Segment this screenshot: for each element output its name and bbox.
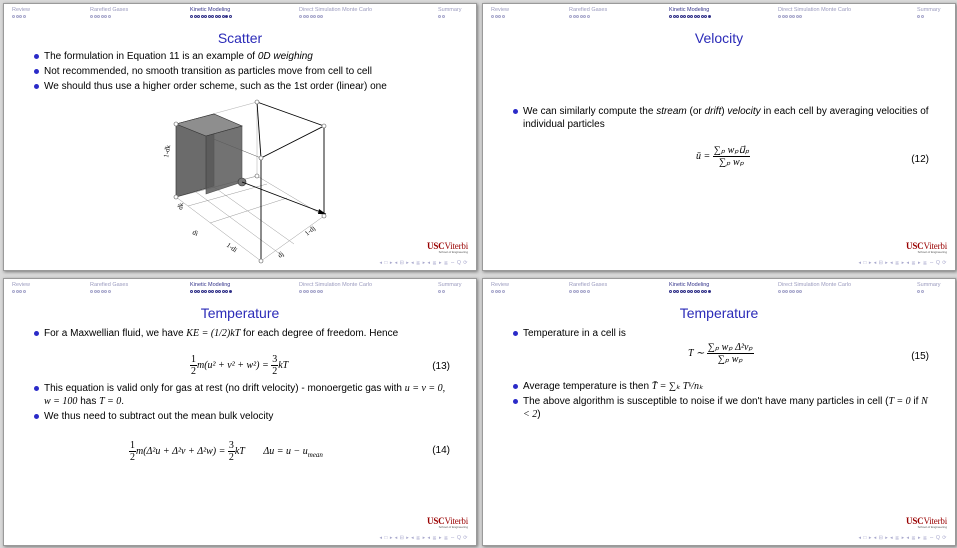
- nav-dot[interactable]: [442, 290, 445, 293]
- equation-number: (12): [911, 154, 929, 165]
- nav-dot[interactable]: [690, 290, 693, 293]
- nav-dot[interactable]: [921, 290, 924, 293]
- nav-review[interactable]: Review: [491, 7, 509, 20]
- nav-dot[interactable]: [211, 290, 214, 293]
- slide-title: Scatter: [217, 30, 263, 46]
- usc-viterbi-logo: USCViterbi School of Engineering: [906, 241, 947, 254]
- slide-velocity[interactable]: [482, 3, 956, 271]
- bullet-item: The formulation in Equation 11 is an example of 0D weighing: [44, 50, 454, 63]
- nav-dot[interactable]: [313, 15, 316, 18]
- slide-title: Temperature: [679, 305, 759, 321]
- nav-dot[interactable]: [320, 290, 323, 293]
- nav-rarefied-gases[interactable]: Rarefied Gases: [569, 7, 607, 20]
- nav-dot[interactable]: [704, 290, 707, 293]
- slide-temperature-1[interactable]: [3, 278, 477, 546]
- nav-kinetic-modeling[interactable]: Kinetic Modeling: [669, 7, 711, 20]
- nav-dot[interactable]: [708, 15, 711, 18]
- equation-number: (15): [911, 351, 929, 362]
- nav-dot[interactable]: [12, 15, 15, 18]
- nav-dot[interactable]: [197, 290, 200, 293]
- nav-dot[interactable]: [12, 290, 15, 293]
- bullet-item: We thus need to subtract out the mean bulk velocity: [44, 410, 454, 423]
- usc-viterbi-logo: USCViterbi School of Engineering: [427, 516, 468, 529]
- nav-bar: [4, 279, 476, 299]
- nav-dsmc[interactable]: Direct Simulation Monte Carlo: [299, 282, 372, 295]
- nav-dot[interactable]: [697, 290, 700, 293]
- nav-dot[interactable]: [438, 15, 441, 18]
- nav-dot[interactable]: [299, 290, 302, 293]
- nav-dot[interactable]: [108, 15, 111, 18]
- nav-dot[interactable]: [676, 15, 679, 18]
- label-1-dk: 1-dk: [162, 144, 173, 159]
- nav-rarefied-gases[interactable]: Rarefied Gases: [569, 282, 607, 295]
- bullet-item: We should thus use a higher order scheme, such as the 1st order (linear) one: [44, 80, 454, 93]
- nav-dot[interactable]: [921, 15, 924, 18]
- beamer-navigation[interactable]: ◂ □ ▸ ◂ ⊟ ▸ ◂ ≧ ▸ ◂ ≧ ▸ ≧ ∽ Q ⟳: [858, 260, 947, 266]
- nav-dot[interactable]: [19, 15, 22, 18]
- usc-viterbi-logo: USCViterbi School of Engineering: [427, 241, 468, 254]
- nav-dot[interactable]: [502, 290, 505, 293]
- nav-kinetic-modeling[interactable]: Kinetic Modeling: [190, 282, 232, 295]
- nav-dot[interactable]: [676, 290, 679, 293]
- nav-dot[interactable]: [438, 290, 441, 293]
- nav-dot[interactable]: [218, 290, 221, 293]
- nav-dot[interactable]: [320, 15, 323, 18]
- nav-dot[interactable]: [299, 15, 302, 18]
- slide-temperature-2[interactable]: [482, 278, 956, 546]
- nav-dot[interactable]: [683, 290, 686, 293]
- bullet-item: Average temperature is then T̄ = ∑ₖ Tᵏ/nₖ: [523, 380, 933, 393]
- nav-dot[interactable]: [708, 290, 711, 293]
- nav-dot[interactable]: [229, 15, 232, 18]
- nav-dot[interactable]: [917, 290, 920, 293]
- nav-dot[interactable]: [498, 290, 501, 293]
- nav-rarefied-gases[interactable]: Rarefied Gases: [90, 282, 128, 295]
- cell-weighting-diagram: [154, 96, 354, 266]
- nav-dot[interactable]: [792, 15, 795, 18]
- nav-dot[interactable]: [190, 290, 193, 293]
- nav-dot[interactable]: [583, 290, 586, 293]
- nav-dot[interactable]: [104, 290, 107, 293]
- nav-dot[interactable]: [23, 290, 26, 293]
- bullet-item: This equation is valid only for gas at rest (no drift velocity) - monoergetic gas with u = v = 0, w = 100 has T = 0.: [44, 382, 454, 408]
- nav-review[interactable]: Review: [12, 7, 30, 20]
- bullet-list: [523, 105, 933, 133]
- nav-summary[interactable]: Summary: [917, 282, 941, 295]
- nav-dot[interactable]: [90, 290, 93, 293]
- nav-dot[interactable]: [576, 15, 579, 18]
- beamer-navigation[interactable]: ◂ □ ▸ ◂ ⊟ ▸ ◂ ≧ ▸ ◂ ≧ ▸ ≧ ∽ Q ⟳: [379, 260, 468, 266]
- equation-number: (14): [432, 445, 450, 456]
- nav-bar: [4, 4, 476, 24]
- nav-dot[interactable]: [306, 15, 309, 18]
- nav-dot[interactable]: [569, 290, 572, 293]
- nav-dot[interactable]: [204, 290, 207, 293]
- nav-kinetic-modeling[interactable]: Kinetic Modeling: [669, 282, 711, 295]
- equation-13: $\frac{1}{2}$ m(u² + v² + w²) = $\frac{3}{2}$ kT: [191, 354, 289, 377]
- nav-dot[interactable]: [190, 15, 193, 18]
- bullet-item: For a Maxwellian fluid, we have KE = (1/2)kT for each degree of freedom. Hence: [44, 327, 454, 340]
- nav-dot[interactable]: [669, 290, 672, 293]
- nav-dot[interactable]: [569, 15, 572, 18]
- equation-number: (13): [432, 361, 450, 372]
- nav-dot[interactable]: [229, 290, 232, 293]
- bullet-list: [523, 380, 933, 423]
- bullet-item: The above algorithm is susceptible to noise if we don't have many particles in cell (T = 0 if N < 2): [523, 395, 933, 421]
- nav-dot[interactable]: [218, 15, 221, 18]
- nav-dot[interactable]: [683, 15, 686, 18]
- bullet-list: [523, 327, 933, 342]
- nav-dot[interactable]: [225, 290, 228, 293]
- nav-dot[interactable]: [785, 290, 788, 293]
- nav-review[interactable]: Review: [491, 282, 509, 295]
- nav-dot[interactable]: [697, 15, 700, 18]
- nav-dot[interactable]: [442, 15, 445, 18]
- nav-rarefied-gases[interactable]: Rarefied Gases: [90, 7, 128, 20]
- nav-summary[interactable]: Summary: [438, 7, 462, 20]
- nav-dot[interactable]: [583, 15, 586, 18]
- nav-dot[interactable]: [587, 290, 590, 293]
- nav-dot[interactable]: [491, 15, 494, 18]
- nav-summary[interactable]: Summary: [438, 282, 462, 295]
- nav-dot[interactable]: [104, 15, 107, 18]
- nav-dot[interactable]: [97, 290, 100, 293]
- bullet-item: We can similarly compute the stream (or drift) velocity in each cell by averaging velocities of individual particles: [523, 105, 933, 131]
- nav-dot[interactable]: [704, 15, 707, 18]
- nav-dot[interactable]: [799, 290, 802, 293]
- bullet-list: [44, 327, 454, 342]
- nav-dot[interactable]: [204, 15, 207, 18]
- nav-dot[interactable]: [785, 15, 788, 18]
- nav-dot[interactable]: [498, 15, 501, 18]
- equation-12: ū = $\frac{\text{∑ₚ wₚu⃗ₚ}}{\text{∑ₚ wₚ}}$: [696, 145, 750, 168]
- nav-dot[interactable]: [778, 15, 781, 18]
- nav-dot[interactable]: [197, 15, 200, 18]
- usc-viterbi-logo: USCViterbi School of Engineering: [906, 516, 947, 529]
- nav-dsmc[interactable]: Direct Simulation Monte Carlo: [778, 282, 851, 295]
- nav-dot[interactable]: [792, 290, 795, 293]
- nav-dot[interactable]: [313, 290, 316, 293]
- nav-dot[interactable]: [502, 15, 505, 18]
- label-di: di: [191, 228, 200, 238]
- nav-dot[interactable]: [587, 15, 590, 18]
- slide-scatter[interactable]: [3, 3, 477, 271]
- nav-bar: [483, 4, 955, 24]
- nav-dot[interactable]: [225, 15, 228, 18]
- label-dj: dj: [276, 249, 286, 260]
- nav-dot[interactable]: [799, 15, 802, 18]
- label-dk: dk: [176, 202, 186, 211]
- nav-dot[interactable]: [97, 15, 100, 18]
- label-1-dj: 1-dj: [303, 224, 317, 238]
- nav-review[interactable]: Review: [12, 282, 30, 295]
- nav-dsmc[interactable]: Direct Simulation Monte Carlo: [299, 7, 372, 20]
- nav-dot[interactable]: [23, 15, 26, 18]
- nav-dot[interactable]: [669, 15, 672, 18]
- nav-dot[interactable]: [90, 15, 93, 18]
- nav-dot[interactable]: [491, 290, 494, 293]
- beamer-navigation[interactable]: ◂ □ ▸ ◂ ⊟ ▸ ◂ ≧ ▸ ◂ ≧ ▸ ≧ ∽ Q ⟳: [379, 535, 468, 541]
- nav-dot[interactable]: [19, 290, 22, 293]
- nav-dot[interactable]: [917, 15, 920, 18]
- nav-dot[interactable]: [306, 290, 309, 293]
- nav-dsmc[interactable]: Direct Simulation Monte Carlo: [778, 7, 851, 20]
- nav-dot[interactable]: [108, 290, 111, 293]
- slide-title: Velocity: [694, 30, 744, 46]
- beamer-navigation[interactable]: ◂ □ ▸ ◂ ⊟ ▸ ◂ ≧ ▸ ◂ ≧ ▸ ≧ ∽ Q ⟳: [858, 535, 947, 541]
- bullet-item: Temperature in a cell is: [523, 327, 933, 340]
- bullet-list: [44, 382, 454, 425]
- bullet-list: [44, 50, 454, 95]
- nav-dot[interactable]: [211, 15, 214, 18]
- bullet-item: Not recommended, no smooth transition as particles move from cell to cell: [44, 65, 454, 78]
- label-1-di: 1-di: [224, 241, 239, 255]
- nav-dot[interactable]: [576, 290, 579, 293]
- nav-dot[interactable]: [778, 290, 781, 293]
- equation-14: $\frac{1}{2}$ m(Δ²u + Δ²v + Δ²w) = $\frac{3}{2}$ kT $\Delta u = u - u_{mean}$: [130, 440, 323, 463]
- slide-title: Temperature: [200, 305, 280, 321]
- nav-bar: [483, 279, 955, 299]
- equation-15: T ∼ $\frac{\text{∑ₚ wₚ Δ²vₚ}}{\text{∑ₚ wₚ}}$: [688, 342, 753, 365]
- nav-dot[interactable]: [690, 15, 693, 18]
- nav-kinetic-modeling[interactable]: Kinetic Modeling: [190, 7, 232, 20]
- nav-summary[interactable]: Summary: [917, 7, 941, 20]
